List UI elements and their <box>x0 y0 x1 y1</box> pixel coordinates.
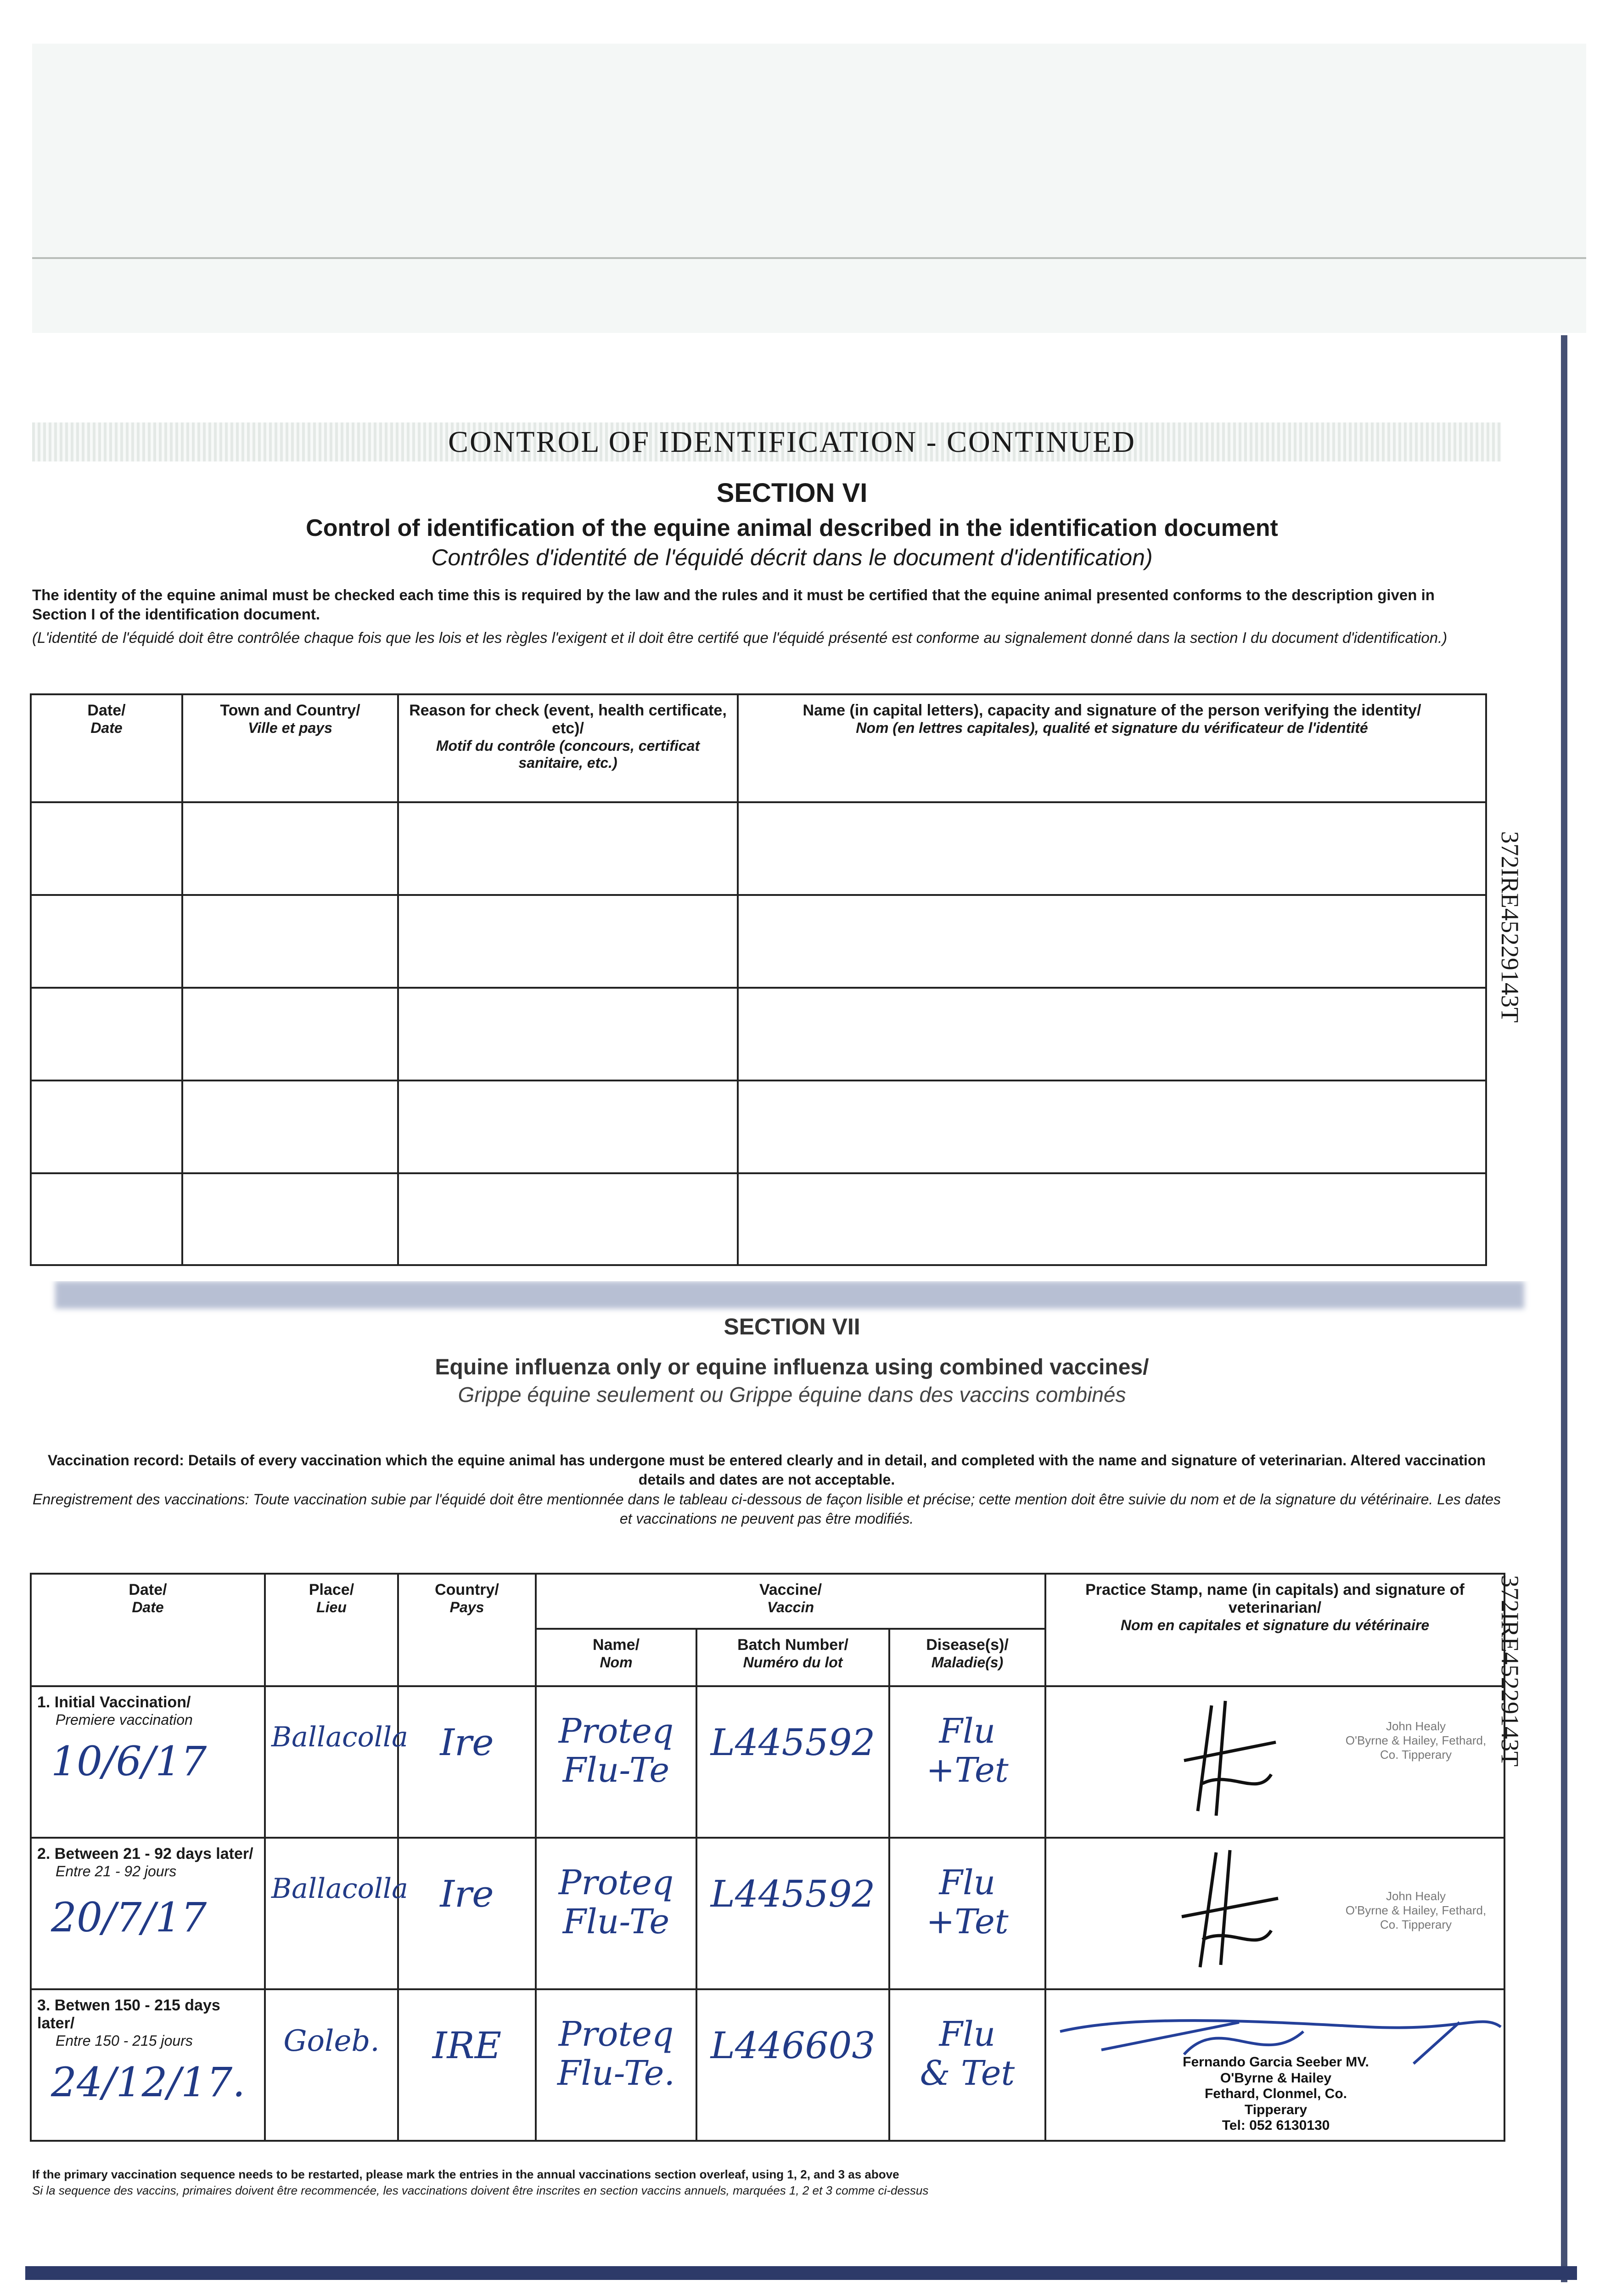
disease-cell[interactable]: Flu & Tet <box>889 1989 1045 2141</box>
entry-cell[interactable] <box>738 895 1486 988</box>
page-title: CONTROL OF IDENTIFICATION - CONTINUED <box>448 425 1136 459</box>
disease-cell[interactable]: Flu +Tet <box>889 1686 1045 1838</box>
vaccine-name-cell[interactable]: Proteq Flu-Te. <box>536 1989 696 2141</box>
handwritten-date: 20/7/17 <box>51 1894 207 1941</box>
table-row <box>31 988 1486 1080</box>
entry-cell[interactable] <box>31 802 182 895</box>
country-cell[interactable]: Ire <box>398 1838 536 1989</box>
vaccination-row-1 <box>31 1686 1504 1838</box>
place-cell[interactable]: Ballacolla <box>265 1838 398 1989</box>
stamp-name: John Healy <box>1386 1719 1446 1733</box>
vaccination-row-3 <box>31 1989 1504 2141</box>
vaccine-name-cell[interactable]: Proteq Flu-Te <box>536 1838 696 1989</box>
disease-cell[interactable]: Flu +Tet <box>889 1838 1045 1989</box>
entry-cell[interactable] <box>182 988 398 1080</box>
entry-cell[interactable] <box>182 802 398 895</box>
stamp-line: O'Byrne & Hailey, Fethard, Co. Tipperary <box>1345 1903 1487 1932</box>
section-vi-title: SECTION VI <box>716 478 868 508</box>
col-place: Place/ Lieu <box>265 1574 398 1686</box>
col-town-country: Town and Country/ Ville et pays <box>182 694 398 802</box>
identification-control-table <box>30 693 1487 1266</box>
footer-note-en: If the primary vaccination sequence needs to be restarted, please mark the entries in the annual vaccinations section overleaf, using 1, 2, and 3 as above <box>32 2167 899 2181</box>
stamp-name: John Healy <box>1386 1889 1446 1903</box>
stamp-address: Fethard, Clonmel, Co. Tipperary <box>1204 2086 1347 2117</box>
col-date: Date/ Date <box>31 694 182 802</box>
previous-page-edge <box>32 257 1586 259</box>
stamp-name: Fernando Garcia Seeber MV. <box>1183 2054 1369 2070</box>
vaccination-table <box>30 1573 1505 2142</box>
col-practice-stamp: Practice Stamp, name (in capitals) and signature of veterinarian/ Nom en capitales et signature du vétérinaire <box>1045 1574 1504 1686</box>
entry-cell[interactable] <box>398 1173 738 1265</box>
entry-cell[interactable] <box>738 1080 1486 1173</box>
entry-cell[interactable] <box>182 1173 398 1265</box>
entry-cell[interactable] <box>398 988 738 1080</box>
handwritten-date: 24/12/17. <box>51 2059 246 2106</box>
col-diseases: Disease(s)/ Maladie(s) <box>889 1629 1045 1686</box>
side-id-upper: 372IRE45229143T <box>1496 831 1524 1023</box>
col-batch-number: Batch Number/ Numéro du lot <box>696 1629 889 1686</box>
entry-cell[interactable] <box>398 802 738 895</box>
col-verifier: Name (in capital letters), capacity and signature of the person verifying the identity/ Nom (en lettres capitales), qualité et signature du vérificateur de l'identité <box>738 694 1486 802</box>
vaccination-record-fr: Enregistrement des vaccinations: Toute vaccination subie par l'équidé doit être mentionnée dans le tableau ci-dessous de façon lisible et précise; cette mention doit être suivie du nom et de la signature du vétérinaire. Les dates et vaccinations ne peuvent pas être modifiés. <box>33 1491 1501 1527</box>
col-vaccine: Vaccine/ Vaccin <box>536 1574 1045 1629</box>
entry-cell[interactable] <box>738 1173 1486 1265</box>
vaccination-row-2 <box>31 1838 1504 1989</box>
table-header-row <box>31 694 1486 802</box>
table-row <box>31 802 1486 895</box>
section-vii-subtitle-fr: Grippe équine seulement ou Grippe équine dans des vaccins combinés <box>458 1383 1126 1407</box>
stamp-line: O'Byrne & Hailey <box>1220 2070 1332 2086</box>
side-id-lower: 372IRE45229143T <box>1496 1575 1524 1767</box>
entry-cell[interactable] <box>31 1080 182 1173</box>
batch-cell[interactable]: L446603 <box>696 1989 889 2141</box>
col-date: Date/ Date <box>31 1574 265 1686</box>
section-vi-subtitle-en: Control of identification of the equine animal described in the identification document <box>306 515 1278 541</box>
country-cell[interactable]: Ire <box>398 1686 536 1838</box>
entry-cell[interactable] <box>738 802 1486 895</box>
col-country: Country/ Pays <box>398 1574 536 1686</box>
stamp-cell[interactable] <box>1045 1989 1504 2141</box>
scan-top-margin <box>32 44 1586 333</box>
place-cell[interactable]: Goleb. <box>265 1989 398 2141</box>
entry-cell[interactable] <box>31 895 182 988</box>
scan-bottom-edge <box>25 2266 1577 2280</box>
section-vi-intro-en: The identity of the equine animal must be checked each time this is required by the law and the rules and it must be certified that the equine animal presented conforms to the description given in Section I of the identification document. <box>32 586 1435 623</box>
entry-cell[interactable] <box>398 1080 738 1173</box>
stamp-cell[interactable] <box>1045 1838 1504 1989</box>
batch-cell[interactable]: L445592 <box>696 1838 889 1989</box>
vaccination-record-en: Vaccination record: Details of every vaccination which the equine animal has undergone must be entered clearly and in detail, and completed with the name and signature of veterinarian. Altered vaccination details and dates are not acceptable. <box>47 1452 1486 1488</box>
table-row <box>31 1080 1486 1173</box>
entry-cell[interactable] <box>398 895 738 988</box>
batch-cell[interactable]: L445592 <box>696 1686 889 1838</box>
footer-note-fr: Si la sequence des vaccins, primaires doivent être recommencée, les vaccinations doivent être inscrites en section vaccins annuels, marquées 1, 2 et 3 comme ci-dessus <box>32 2183 929 2197</box>
table-row <box>31 1173 1486 1265</box>
entry-cell[interactable] <box>31 1173 182 1265</box>
vaccine-name-cell[interactable]: Proteq Flu-Te <box>536 1686 696 1838</box>
col-vaccine-name: Name/ Nom <box>536 1629 696 1686</box>
entry-cell[interactable] <box>31 988 182 1080</box>
date-cell[interactable]: 2. Between 21 - 92 days later/ Entre 21 - 92 jours 20/7/17 <box>31 1838 265 1989</box>
table-row <box>31 895 1486 988</box>
entry-cell[interactable] <box>182 895 398 988</box>
place-cell[interactable]: Ballacolla <box>265 1686 398 1838</box>
table-header-row <box>31 1574 1504 1629</box>
handwritten-date: 10/6/17 <box>51 1738 207 1785</box>
stamp-cell[interactable] <box>1045 1686 1504 1838</box>
date-cell[interactable]: 1. Initial Vaccination/ Premiere vaccination 10/6/17 <box>31 1686 265 1838</box>
section-vi-intro-fr: (L'identité de l'équidé doit être contrôlée chaque fois que les lois et les règles l'exigent et il doit être certifé que l'équidé présenté est conforme au signalement donné dans la section I du document d'identification.) <box>32 629 1448 646</box>
blurred-banner <box>55 1281 1524 1309</box>
entry-cell[interactable] <box>182 1080 398 1173</box>
col-reason: Reason for check (event, health certificate, etc)/ Motif du contrôle (concours, certificat sanitaire, etc.) <box>398 694 738 802</box>
section-vi-subtitle-fr: Contrôles d'identité de l'équidé décrit dans le document d'identification) <box>431 545 1153 570</box>
country-cell[interactable]: IRE <box>398 1989 536 2141</box>
stamp-line: O'Byrne & Hailey, Fethard, Co. Tipperary <box>1345 1733 1487 1762</box>
section-vii-subtitle-en: Equine influenza only or equine influenza using combined vaccines/ <box>435 1355 1149 1379</box>
stamp-phone: Tel: 052 6130130 <box>1222 2118 1330 2133</box>
vet-signature <box>1156 1692 1294 1825</box>
entry-cell[interactable] <box>738 988 1486 1080</box>
vet-signature <box>1156 1843 1294 1976</box>
date-cell[interactable]: 3. Betwen 150 - 215 days later/ Entre 150 - 215 jours 24/12/17. <box>31 1989 265 2141</box>
section-vii-title: SECTION VII <box>724 1314 860 1339</box>
